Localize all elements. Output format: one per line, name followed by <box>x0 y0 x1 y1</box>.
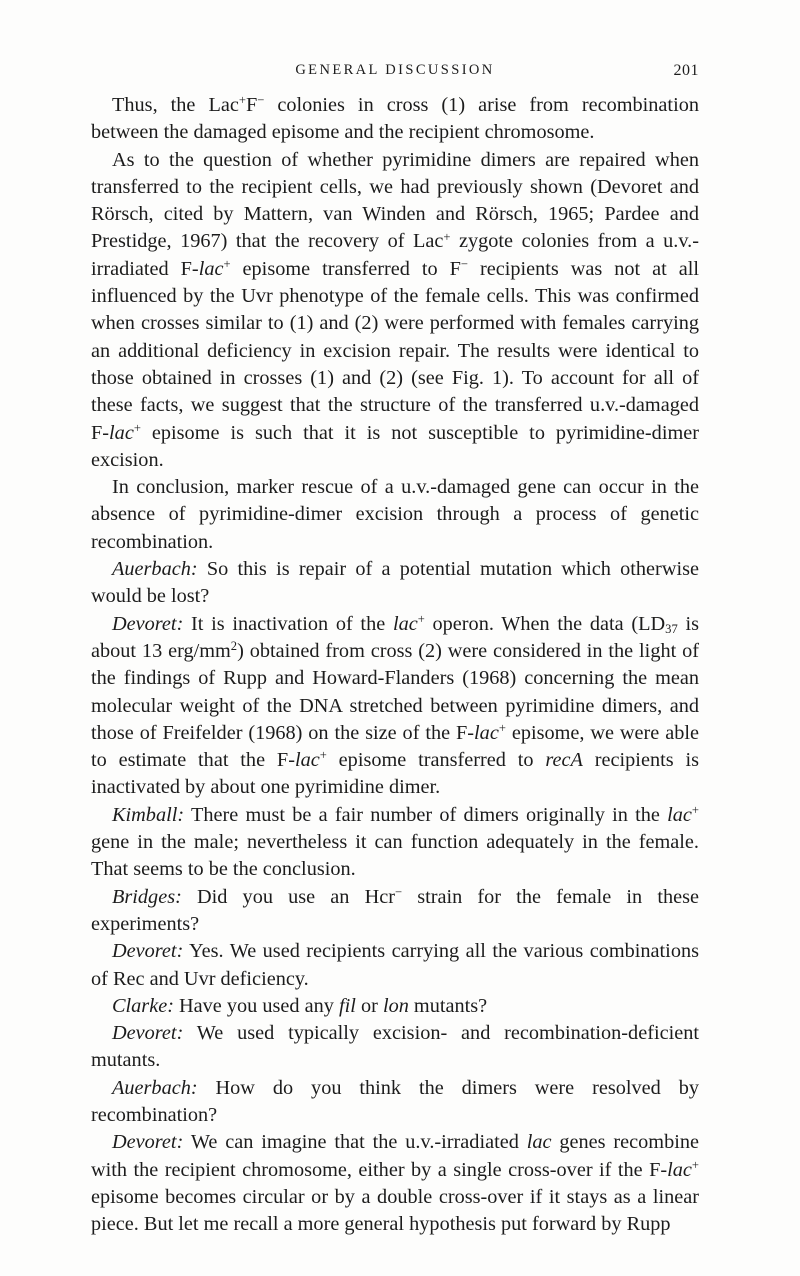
text-run: gene in the male; nevertheless it can function adequately in the female. That seems to be the conclusion. <box>91 831 699 881</box>
text-run: recipients was not at all influenced by the Uvr phenotype of the female cells. This was confirmed when crosses similar to (1) and (2) were performed with females carrying an additional deficiency in excision repair. The results were identical to those obtained in crosses (1) and (2) (see Fig. 1). To account for all of these facts, we suggest that the structure of the transferred u.v.-damaged F- <box>91 257 699 444</box>
text-run: Have you used any <box>173 994 339 1017</box>
superscript: 2 <box>230 639 238 654</box>
text-run: ) obtained from cross (2) were considered in the light of the findings of Rupp and Howard-Flanders (1968) concerning the mean molecular weight of the DNA stretched between pyrimidine dimers, and those of Freifelder (1968) on the size of the F- <box>91 639 699 744</box>
text-run: fil <box>338 994 356 1017</box>
paragraph <box>91 147 699 475</box>
text-run: lac <box>294 749 320 772</box>
text-run: colonies in cross (1) arise from recombination between the damaged episome and the recipient chromosome. <box>91 94 699 144</box>
discussion-paragraph <box>91 802 699 884</box>
text-run: lac <box>109 421 134 444</box>
subscript: 37 <box>665 622 678 637</box>
book-page <box>91 62 699 1238</box>
text-run: Yes. We used recipients carrying all the various combinations of Rec and Uvr deficiency. <box>91 940 699 990</box>
paragraph <box>91 92 699 147</box>
text-run: lon <box>382 994 409 1017</box>
text-run: Thus, the Lac <box>112 94 239 116</box>
speaker-name: Devoret: <box>112 1022 184 1045</box>
text-run: is about 13 erg/mm <box>91 612 699 662</box>
superscript: + <box>443 229 451 244</box>
text-run: lac <box>198 257 224 280</box>
text-run: zygote colonies from a u.v.-irradiated F- <box>91 230 699 280</box>
running-head <box>91 62 699 92</box>
text-run: episome, we were able to estimate that the F- <box>91 721 699 772</box>
text-run: lac <box>667 1158 692 1181</box>
superscript: − <box>257 93 265 108</box>
superscript: + <box>223 256 231 271</box>
speaker-name: Clarke: <box>112 994 174 1017</box>
speaker-name: Devoret: <box>112 1131 184 1154</box>
text-run: As to the question of whether pyrimidine dimers are repaired when transferred to the recipient cells, we had previously shown (Devoret and Rörsch, cited by Mattern, van Winden and Rörsch, 1965; Pardee and Prestidge, 1967) that the recovery of Lac <box>91 148 699 253</box>
superscript: + <box>691 802 699 817</box>
text-run: Did you use an Hcr <box>181 885 395 908</box>
discussion-paragraph <box>91 884 699 939</box>
text-run: F <box>245 94 258 116</box>
discussion-paragraph <box>91 1129 699 1238</box>
paragraph <box>91 474 699 556</box>
superscript: − <box>460 256 468 271</box>
superscript: − <box>394 884 403 899</box>
speaker-name: Kimball: <box>112 803 185 826</box>
text-run: episome becomes circular or by a double cross-over if it stays as a linear piece. But let me recall a more general hypothesis put forward by Rupp <box>91 1185 699 1236</box>
text-run: We can imagine that the u.v.-irradiated <box>183 1131 527 1154</box>
text-run: strain for the female in these experiments? <box>91 885 699 935</box>
speaker-name: Auerbach: <box>112 1076 198 1099</box>
speaker-name: Devoret: <box>112 612 184 635</box>
discussion-paragraph <box>91 938 699 993</box>
text-run: recipients is inactivated by about one pyrimidine dimer. <box>91 749 699 799</box>
superscript: + <box>133 420 141 435</box>
text-run: How do you think the dimers were resolved by recombination? <box>91 1076 699 1126</box>
discussion-paragraph <box>91 1075 699 1130</box>
text-run: We used typically excision- and recombination-deficient mutants. <box>91 1022 699 1072</box>
text-run: genes recombine with the recipient chromosome, either by a single cross-over if the F- <box>91 1131 699 1181</box>
text-run: recA <box>545 749 583 772</box>
text-run: operon. When the data (LD <box>424 612 666 635</box>
text-run: lac <box>392 612 418 635</box>
text-run: episome transferred to <box>326 749 546 772</box>
running-title: GENERAL DISCUSSION <box>295 62 495 78</box>
text-run: It is inactivation of the <box>183 612 393 635</box>
text-run: episome is such that it is not susceptible to pyrimidine-dimer excision. <box>91 421 699 471</box>
superscript: + <box>417 611 425 626</box>
speaker-name: Auerbach: <box>112 558 198 581</box>
text-run: episome transferred to F <box>230 257 461 280</box>
superscript: + <box>691 1157 699 1172</box>
text-run: There must be a fair number of dimers originally in the <box>184 803 668 826</box>
text-run: lac <box>667 803 692 826</box>
text-run: So this is repair of a potential mutation which otherwise would be lost? <box>91 558 699 608</box>
text-run: In conclusion, marker rescue of a u.v.-damaged gene can occur in the absence of pyrimidine-dimer excision through a process of genetic recombination. <box>91 476 699 553</box>
text-run: lac <box>526 1131 552 1154</box>
body-text <box>91 92 699 1238</box>
text-run: lac <box>474 721 499 744</box>
text-run: mutants? <box>408 994 488 1017</box>
discussion-paragraph <box>91 611 699 802</box>
superscript: + <box>319 748 327 763</box>
discussion-paragraph <box>91 993 699 1020</box>
speaker-name: Bridges: <box>112 885 182 908</box>
discussion-paragraph <box>91 1020 699 1075</box>
speaker-name: Devoret: <box>112 940 184 963</box>
text-run: or <box>355 994 383 1017</box>
page-number: 201 <box>673 62 699 79</box>
superscript: + <box>238 93 246 108</box>
discussion-paragraph <box>91 556 699 611</box>
superscript: + <box>498 720 506 735</box>
